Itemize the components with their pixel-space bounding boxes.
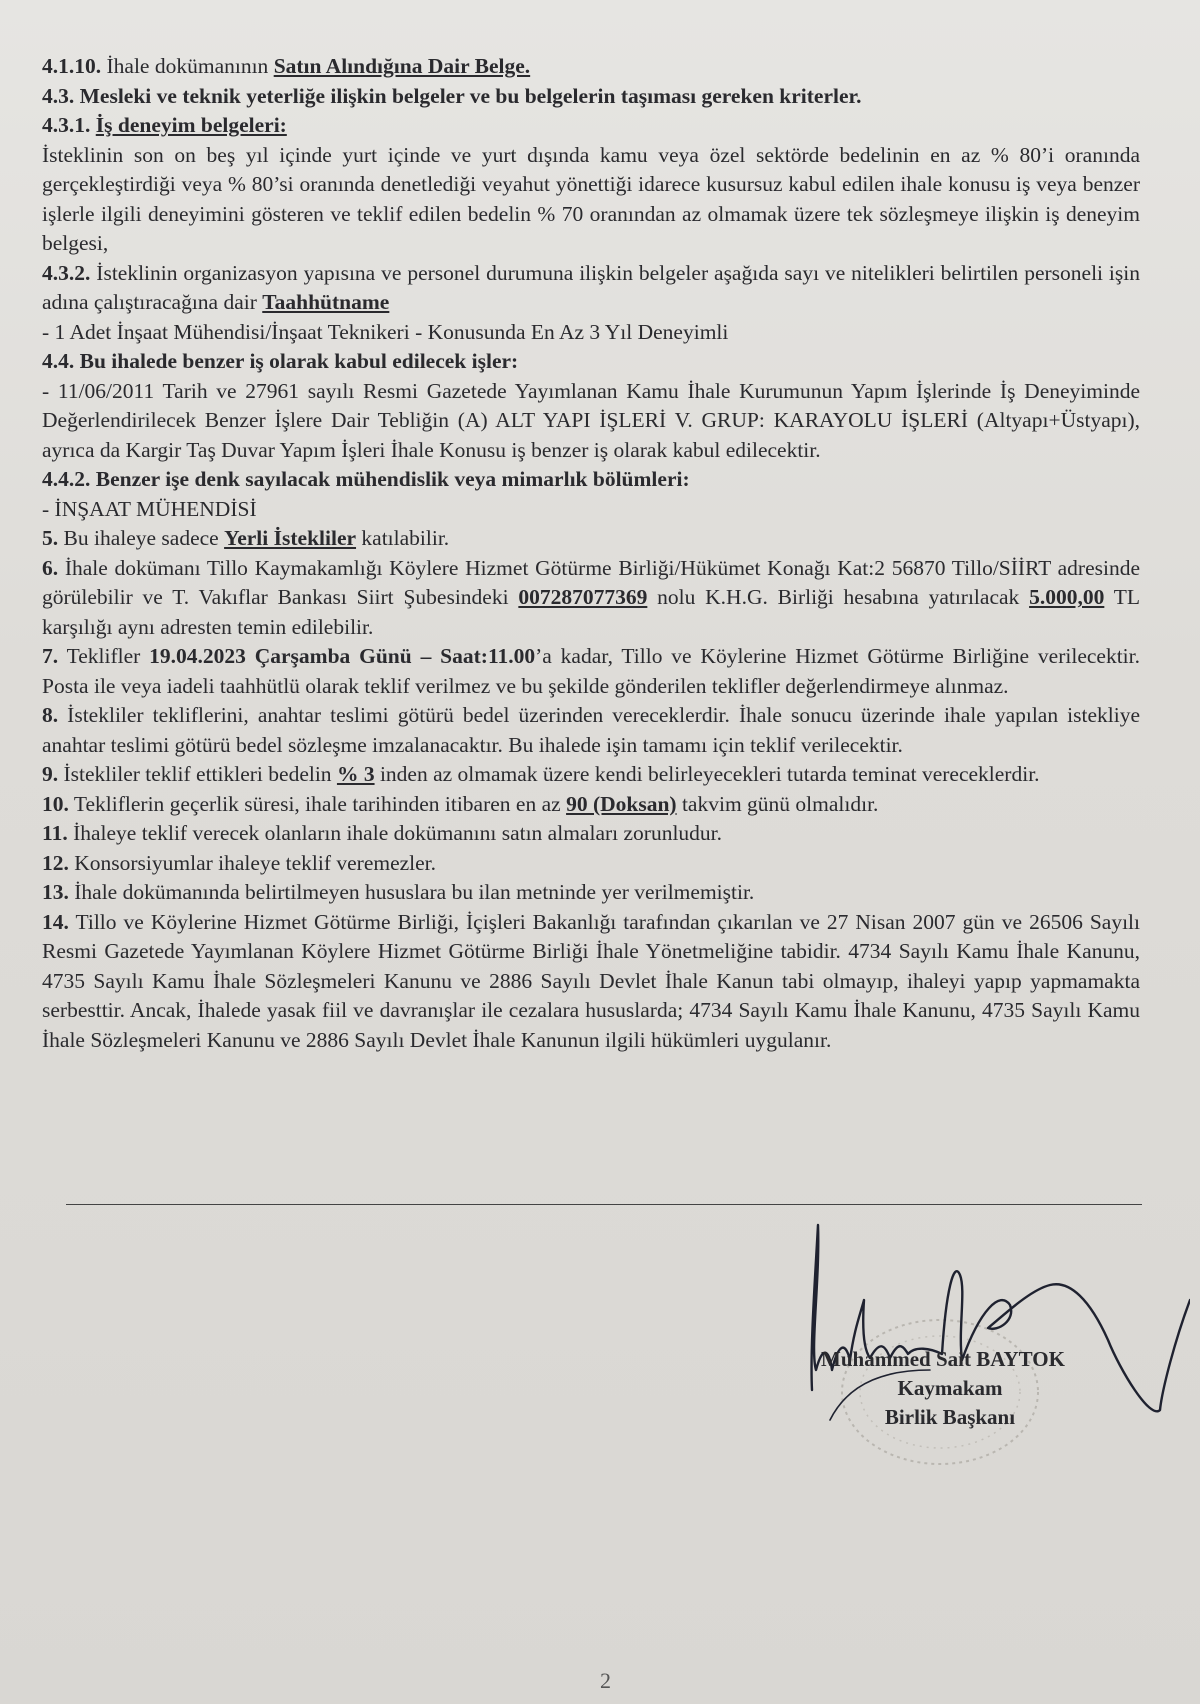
text-run: - 1 Adet İnşaat Mühendisi/İnşaat Teknikeri - Konusunda En Az 3 Yıl Deneyimli <box>42 319 729 344</box>
bold-text: 19.04.2023 Çarşamba Günü – Saat:11.00 <box>149 644 536 668</box>
underlined-text: 007287077369 <box>518 585 648 609</box>
text-run: İhale dokümanı Tillo Kaymakamlığı Köylere Hizmet Götürme Birliği/Hükümet Konağı Kat:2 56870 Tillo/SİİRT adresinde görülebilir ve T. Vakıflar Bankası Siirt Şubesindeki <box>42 555 1140 609</box>
bold-text: 4.3. Mesleki ve teknik yeterliğe ilişkin belgeler ve bu belgelerin taşıması gereken kriterler. <box>42 83 862 108</box>
paragraph <box>42 377 1140 466</box>
underlined-text: Satın Alındığına Dair Belge. <box>273 54 531 78</box>
underlined-text: 90 (Doksan) <box>566 791 677 816</box>
paragraph <box>42 524 1140 554</box>
paragraph <box>42 347 1140 377</box>
bold-text: 5. <box>42 526 59 550</box>
paragraph <box>42 259 1140 318</box>
signatory-title: Kaymakam <box>897 1376 1003 1400</box>
bold-text: 4.4.2. Benzer işe denk sayılacak mühendislik veya mimarlık bölümleri: <box>42 467 690 491</box>
paragraph <box>42 318 1140 348</box>
text-run: İsteklinin organizasyon yapısına ve personel durumuna ilişkin belgeler aşağıda sayı ve nitelikleri belirtilen personeli işin adına çalıştıracağına dair <box>42 260 1140 314</box>
bold-text: 4.3.1. <box>42 113 96 137</box>
bold-text: 6. <box>42 555 59 580</box>
underlined-text: 5.000,00 <box>1029 585 1105 609</box>
text-run: İhale dokümanında belirtilmeyen hususlara bu ilan metninde yer verilmemiştir. <box>68 880 755 904</box>
text-run: - 11/06/2011 Tarih ve 27961 sayılı Resmi Gazetede Yayımlanan Kamu İhale Kurumunun Yapım İşlerinde İş Deneyiminde Değerlendirilecek Benzer İşlere Dair Tebliğin (A) ALT YAPI İŞLERİ V. GRUP: KARAYOLU İŞLERİ (Altyapı+Üstyapı), ayrıca da Kargir Taş Duvar Yapım İşleri İhale Konusu iş benzer iş olarak kabul edilecektir. <box>42 378 1140 462</box>
bold-text: 4.3.2. <box>42 260 91 285</box>
text-run: TL karşılığı aynı adresten temin edilebilir. <box>42 585 1140 639</box>
text-run: İhaleye teklif verecek olanların ihale dokümanını satın almaları zorunludur. <box>67 821 723 845</box>
text-run: Bu ihaleye sadece <box>58 526 225 550</box>
page-number: 2 <box>600 1668 611 1693</box>
paragraph <box>42 701 1140 760</box>
document-body <box>42 52 1140 1055</box>
paragraph <box>42 908 1140 1056</box>
text-run: katılabilir. <box>356 526 450 550</box>
paragraph <box>42 52 1140 82</box>
paragraph <box>42 819 1140 849</box>
bold-text: 9. <box>42 762 59 786</box>
paragraph <box>42 554 1140 643</box>
paragraph <box>42 642 1140 701</box>
separator-line <box>66 1204 1142 1205</box>
text-run: inden az olmamak üzere kendi belirleyecekleri tutarda teminat vereceklerdir. <box>374 762 1040 786</box>
paragraph <box>42 790 1140 820</box>
text-run: - İNŞAAT MÜHENDİSİ <box>42 496 257 521</box>
text-run: Teklifler <box>58 644 150 668</box>
text-run: takvim günü olmalıdır. <box>676 791 879 816</box>
bold-text: 13. <box>42 880 69 904</box>
signatory-name: Muhammed Sait BAYTOK <box>821 1347 1065 1371</box>
text-run: İstekliler tekliflerini, anahtar teslimi götürü bedel üzerinden vereceklerdir. İhale sonucu üzerinde ihale yapılan istekliye anahtar teslimi götürü bedel sözleşme imzalanacaktır. Bu ihalede işin tamamı için teklif verilecektir. <box>42 703 1140 757</box>
text-run: Tekliflerin geçerlik süresi, ihale tarihinden itibaren en az <box>68 791 567 816</box>
bold-text: 7. <box>42 644 59 668</box>
underlined-text: % 3 <box>336 762 375 786</box>
text-run: İstekliler teklif ettikleri bedelin <box>58 762 337 786</box>
paragraph <box>42 760 1140 790</box>
bold-text: 4.4. Bu ihalede benzer iş olarak kabul edilecek işler: <box>42 349 519 373</box>
text-run: Tillo ve Köylerine Hizmet Götürme Birliği, İçişleri Bakanlığı tarafından çıkarılan ve 27 Nisan 2007 gün ve 26506 Sayılı Resmi Gazetede Yayımlanan Köylere Hizmet Götürme Birliği İhale Yönetmeliğine tabidir. 4734 Sayılı Kamu İhale Kanunu, 4735 Sayılı Kamu İhale Sözleşmeleri Kanunu ve 2886 Sayılı Devlet İhale Kanun tabi olmayıp, ihaleyi yapıp yapmamakta serbesttir. Ancak, İhalede yasak fiil ve davranışlar ile cezalara hususlarda; 4734 Sayılı Kamu İhale Kanunu, 4735 Sayılı Kamu İhale Sözleşmeleri Kanunu ve 2886 Sayılı Devlet İhale Kanunun ilgili hükümleri uygulanır. <box>42 909 1140 1052</box>
underlined-text: Taahhütname <box>262 290 390 314</box>
paragraph <box>42 495 1140 525</box>
bold-text: 4.1.10. <box>42 54 102 78</box>
paragraph <box>42 141 1140 259</box>
text-run: ’a kadar, Tillo ve Köylerine Hizmet Götürme Birliğine verilecektir. Posta ile veya iadeli taahhütlü olarak teklif verilmez ve bu şekilde gönderilen teklifler değerlendirmeye alınmaz. <box>42 644 1140 698</box>
paragraph <box>42 465 1140 495</box>
text-run: İsteklinin son on beş yıl içinde yurt içinde ve yurt dışında kamu veya özel sektörde bedelinin en az % 80’i oranında gerçekleştirdiği veya % 80’si oranında denetlediği veyahut yönettiği idarece kusursuz kabul edilen ihale konusu iş veya benzer işlerle ilgili deneyimini gösteren ve teklif edilen bedelin % 70 oranından az olmamak üzere tek sözleşmeye ilişkin iş deneyim belgesi, <box>42 142 1140 255</box>
bold-text: 12. <box>42 850 69 875</box>
signature-block <box>800 1345 1100 1432</box>
paragraph <box>42 849 1140 879</box>
paragraph <box>42 111 1140 141</box>
bold-text: 14. <box>42 909 69 934</box>
bold-text: 10. <box>42 791 69 816</box>
paragraph <box>42 82 1140 112</box>
text-run: nolu K.H.G. Birliği hesabına yatırılacak <box>647 585 1030 609</box>
text-run: Konsorsiyumlar ihaleye teklif veremezler. <box>68 850 437 875</box>
paragraph <box>42 878 1140 908</box>
signatory-role: Birlik Başkanı <box>884 1405 1016 1429</box>
bold-text: 11. <box>42 821 68 845</box>
text-run: İhale dokümanının <box>101 54 274 78</box>
bold-text: 8. <box>42 703 59 727</box>
underlined-text: Yerli İstekliler <box>224 526 357 550</box>
underlined-text: İş deneyim belgeleri: <box>95 113 287 137</box>
